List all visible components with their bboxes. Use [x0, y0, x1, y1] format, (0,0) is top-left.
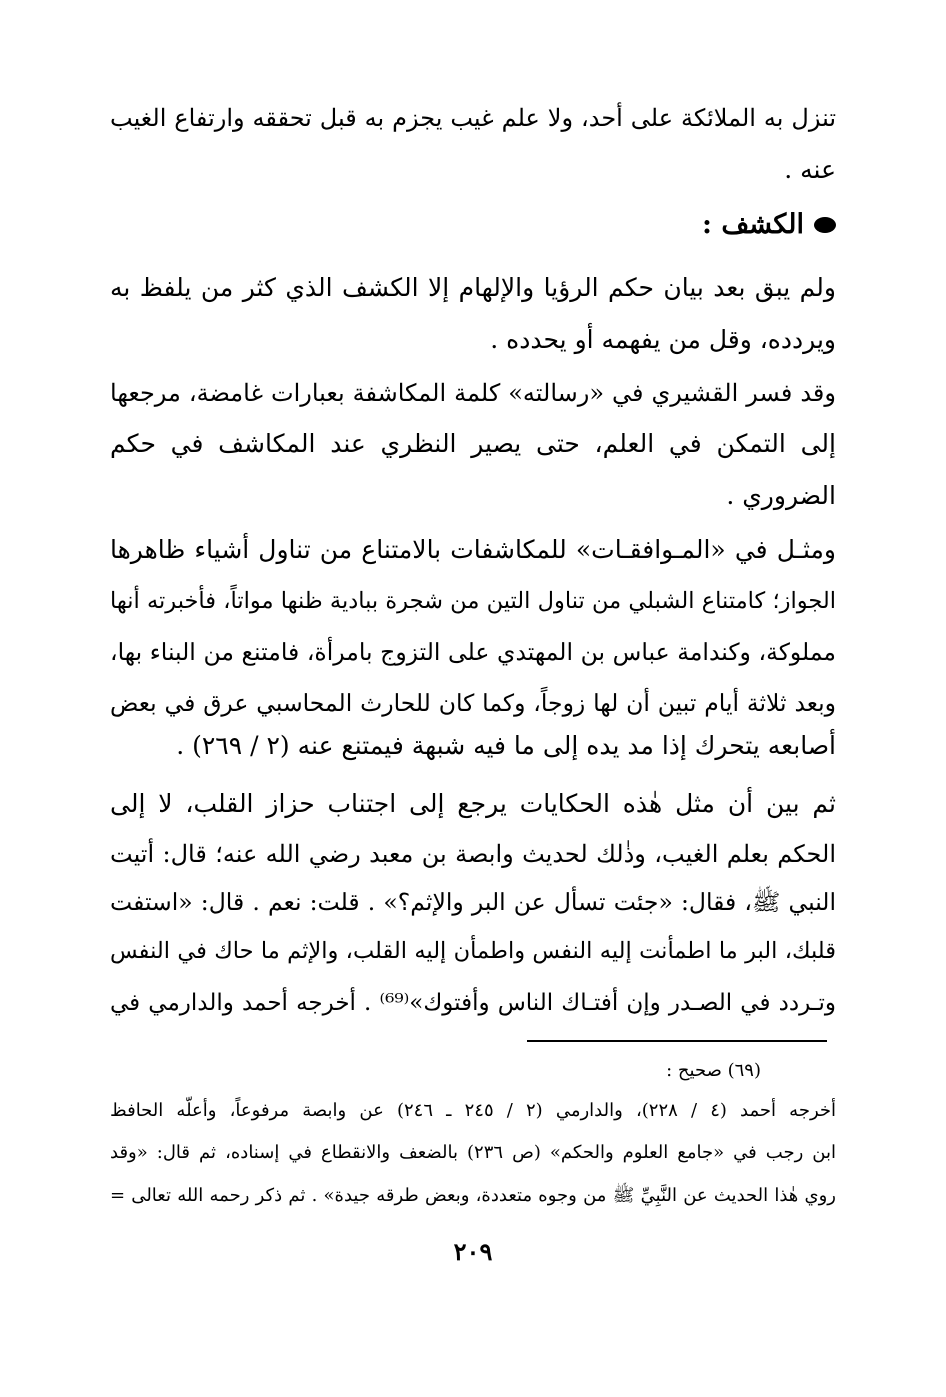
- body-line-17: وتـردد في الصـدر وإن أفتـاك الناس وأفتوك»⁽⁶⁹⁾ . أخرجه أحمد والدارمي في: [110, 990, 837, 1016]
- body-line-12: أصابعه يتحرك إذا مد يده إلى ما فيه شبهة فيمتنع عنه (٢ / ٢٦٩) .: [176, 731, 836, 760]
- body-line-4: ويردده، وقل من يفهمه أو يحدده .: [490, 325, 836, 354]
- body-line-5: وقد فسر القشيري في «رسالته» كلمة المكاشفة بعبارات غامضة، مرجعها: [110, 379, 836, 407]
- footnote-separator: [527, 1040, 827, 1042]
- body-line-13: ثم بين أن مثل هٰذه الحكايات يرجع إلى اجتناب حزاز القلب، لا إلى: [110, 789, 836, 818]
- body-line-15: النبي ﷺ، فقال: «جئت تسأل عن البر والإثم؟» . قلت: نعم . قال: «استفت: [110, 888, 836, 916]
- section-heading: [702, 205, 836, 245]
- section-heading-text: الكشف :: [701, 209, 804, 240]
- footnote-line-2: ابن رجب في «جامع العلوم والحكم» (ص ٢٣٦) بالضعف والانقطاع في إسناده، ثم قال: «وقد: [110, 1142, 837, 1163]
- footnote-line-1: أخرجه أحمد (٤ / ٢٢٨)، والدارمي (٢ / ٢٤٥ ـ ٢٤٦) عن وابصة مرفوعاً، وأعلّه الحافظ: [110, 1100, 837, 1121]
- body-line-1: تنزل به الملائكة على أحد، ولا علم غيب يجزم به قبل تحققه وارتفاع الغيب: [110, 104, 836, 132]
- body-line-8: ومثـل في «المـوافقـات» للمكاشفات بالامتناع من تناول أشياء ظاهرها: [110, 535, 836, 564]
- page-number: ٢٠٩: [453, 1237, 493, 1266]
- body-line-2: عنه .: [784, 155, 836, 184]
- footnote-title: (٦٩) صحيح :: [666, 1060, 761, 1081]
- body-line-16: قلبك، البر ما اطمأنت إليه النفس واطمأن إليه القلب، والإثم ما حاك في النفس: [110, 938, 836, 964]
- body-line-7: الضروري .: [726, 481, 836, 510]
- body-line-9: الجواز؛ كامتناع الشبلي من تناول التين من شجرة ببادية ظنها مواتاً، فأخبرته أنها: [110, 588, 836, 614]
- body-line-14: الحكم بعلم الغيب، وذٰلك لحديث وابصة بن معبد رضي الله عنه؛ قال: أتيت: [110, 840, 836, 868]
- body-line-11: وبعد ثلاثة أيام تبين أن لها زوجاً، وكما كان للحارث المحاسبي عرق في بعض: [110, 689, 836, 717]
- footnote-line-3: روي هٰذا الحديث عن النَّبِيِّ ﷺ من وجوه متعددة، وبعض طرقه جيدة» . ثم ذكر رحمه الله تعالى =: [110, 1185, 836, 1206]
- body-line-3: ولم يبق بعد بيان حكم الرؤيا والإلهام إلا الكشف الذي كثر من يلفظ به: [110, 273, 836, 302]
- body-line-10: مملوكة، وكندامة عباس بن المهتدي على التزوج بامرأة، فامتنع من البناء بها،: [110, 638, 836, 666]
- bullet-icon: [814, 217, 836, 233]
- body-line-6: إلى التمكن في العلم، حتى يصير النظري عند المكاشف في حكم: [110, 429, 836, 458]
